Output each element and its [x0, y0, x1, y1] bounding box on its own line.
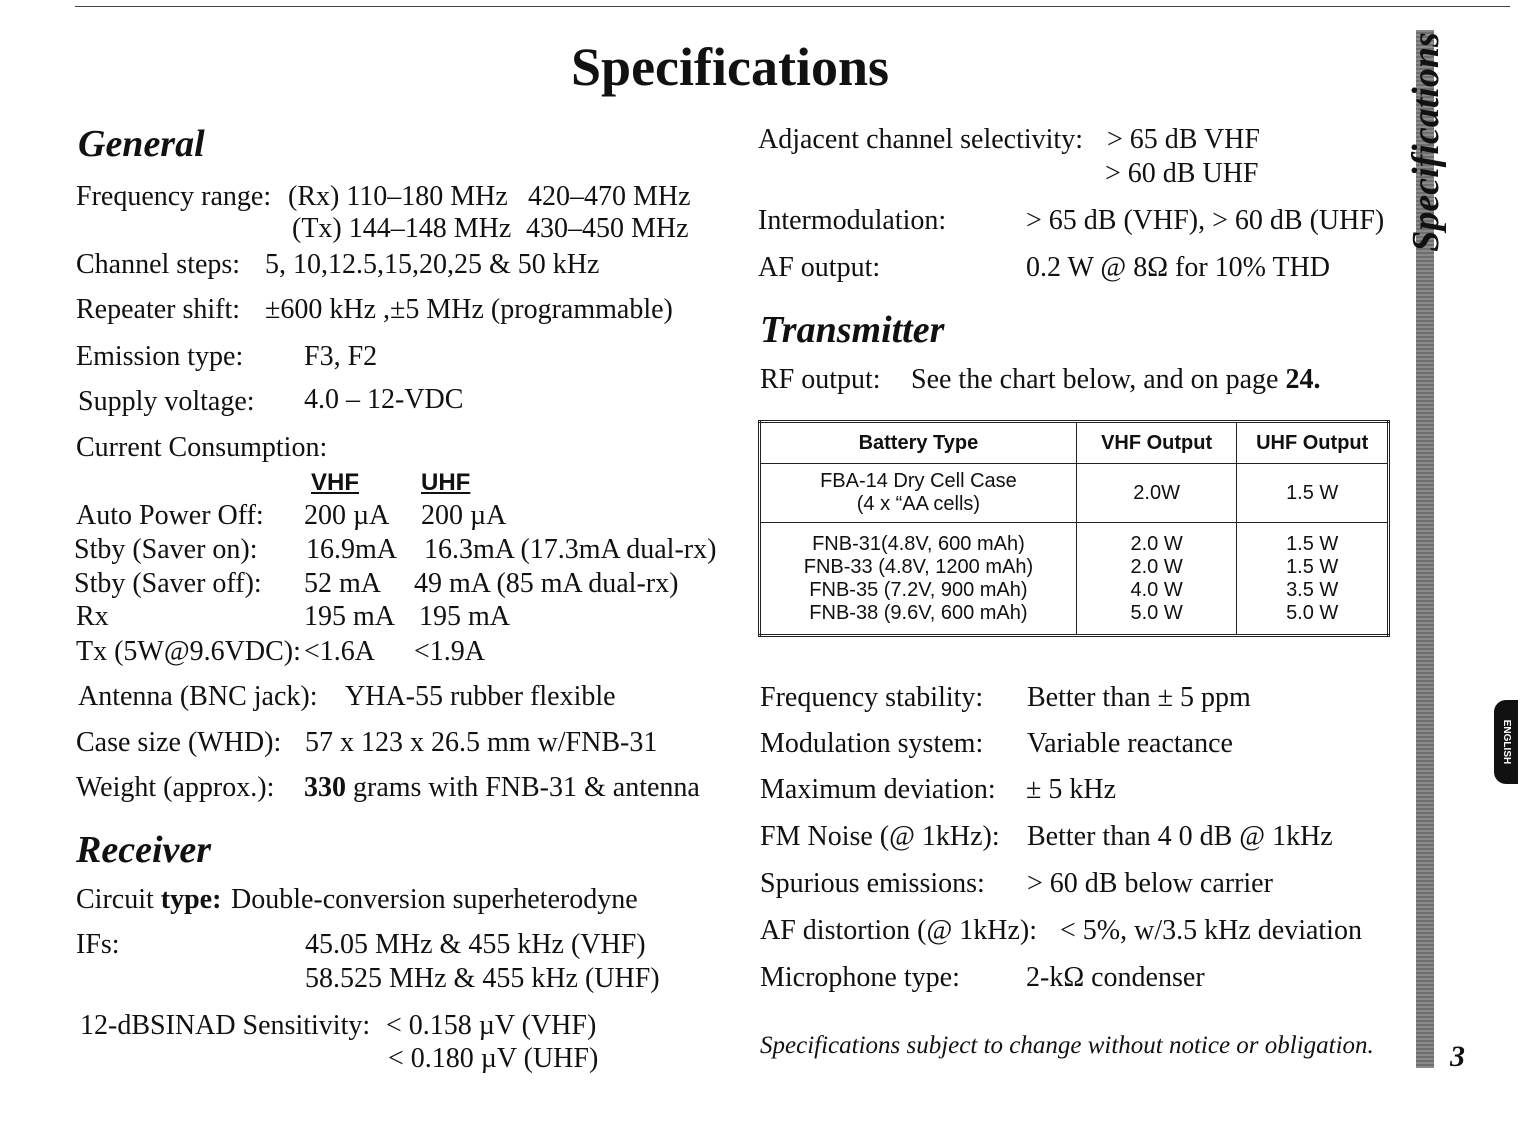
- sensitivity-label: 12-dBSINAD Sensitivity:: [80, 1010, 371, 1041]
- uhf-value: 1.5 W: [1286, 532, 1339, 555]
- weight-grams: 330: [304, 772, 346, 803]
- ifs-label: IFs:: [76, 929, 120, 960]
- table-cell-uhf-list: [1237, 523, 1389, 636]
- page-title: Specifications: [571, 37, 889, 97]
- battery-name: FNB-38 (9.6V, 600 mAh): [809, 601, 1028, 624]
- spec-label: Frequency stability:: [760, 682, 984, 713]
- adjacent-selectivity-label: Adjacent channel selectivity:: [758, 124, 1083, 155]
- uhf-value: 5.0 W: [1286, 601, 1339, 624]
- antenna-label: Antenna (BNC jack):: [78, 681, 318, 712]
- battery-detail: (4 x “AA cells): [856, 493, 981, 515]
- current-row-label: Stby (Saver off):: [74, 568, 262, 599]
- supply-voltage-value: 4.0 – 12-VDC: [304, 384, 464, 415]
- rf-output-label: RF output:: [760, 364, 881, 395]
- emission-type-label: Emission type:: [76, 341, 244, 372]
- sensitivity-uhf: < 0.180 µV (UHF): [388, 1043, 599, 1074]
- ifs-line-vhf: 45.05 MHz & 455 kHz (VHF): [305, 929, 646, 960]
- footnote: Specifications subject to change without notice or obligation.: [760, 1032, 1374, 1059]
- current-row-vhf: 200 µA: [304, 500, 390, 531]
- weight-label: Weight (approx.):: [76, 772, 275, 803]
- battery-name: FNB-31(4.8V, 600 mAh): [812, 532, 1025, 555]
- general-heading: General: [78, 123, 205, 165]
- table-cell-battery-list: [760, 523, 1077, 636]
- receiver-heading: Receiver: [76, 829, 212, 871]
- adjacent-selectivity-uhf: > 60 dB UHF: [1105, 158, 1259, 189]
- table-cell-battery: [760, 464, 1077, 523]
- current-row-label: Stby (Saver on):: [74, 534, 258, 565]
- ifs-line-uhf: 58.525 MHz & 455 kHz (UHF): [305, 963, 660, 994]
- vhf-value: 4.0 W: [1130, 578, 1183, 601]
- current-col-vhf: VHF: [311, 469, 359, 496]
- spec-value: Better than ± 5 ppm: [1027, 682, 1251, 713]
- current-row-vhf: 195 mA: [304, 601, 395, 632]
- table-cell-vhf-list: [1076, 523, 1237, 636]
- rf-output-page-ref: 24.: [1285, 364, 1321, 395]
- table-header-battery-type: Battery Type: [760, 422, 1077, 464]
- antenna-value: YHA-55 rubber flexible: [345, 681, 616, 712]
- vhf-value: 2.0 W: [1130, 532, 1183, 555]
- circuit-type-pre: Circuit: [76, 884, 161, 915]
- repeater-shift-value: ±600 kHz ,±5 MHz (programmable): [265, 294, 673, 325]
- af-output-label: AF output:: [758, 252, 881, 283]
- table-header-row: [760, 422, 1389, 464]
- circuit-type-label: [76, 884, 221, 916]
- repeater-shift-label: Repeater shift:: [76, 294, 241, 325]
- uhf-value: 1.5 W: [1286, 555, 1339, 578]
- battery-name: FNB-35 (7.2V, 900 mAh): [809, 578, 1028, 601]
- table-header-vhf-output: VHF Output: [1076, 422, 1237, 464]
- current-row-label: Rx: [76, 601, 109, 632]
- table-row: [760, 523, 1389, 636]
- emission-type-value: F3, F2: [304, 341, 378, 372]
- supply-voltage-label: Supply voltage:: [78, 386, 255, 417]
- spec-value: Variable reactance: [1027, 728, 1233, 759]
- frequency-range-tx: (Tx) 144–148 MHz: [292, 213, 512, 244]
- current-row-uhf: 49 mA (85 mA dual-rx): [414, 568, 679, 599]
- current-row-label: Auto Power Off:: [76, 500, 264, 531]
- language-tab-label: ENGLISH: [1501, 719, 1512, 765]
- battery-name: FNB-33 (4.8V, 1200 mAh): [803, 555, 1034, 578]
- rf-output-value: [911, 364, 1321, 396]
- spec-label: FM Noise (@ 1kHz):: [760, 821, 1000, 852]
- spec-value: ± 5 kHz: [1026, 774, 1117, 805]
- weight-detail: grams with FNB-31 & antenna: [346, 772, 700, 803]
- adjacent-selectivity-vhf: > 65 dB VHF: [1107, 124, 1260, 155]
- vhf-value: 5.0 W: [1130, 601, 1183, 624]
- rf-output-text: See the chart below, and on page: [911, 364, 1286, 395]
- channel-steps-label: Channel steps:: [76, 249, 241, 280]
- top-rule: [75, 6, 1510, 7]
- sensitivity-vhf: < 0.158 µV (VHF): [386, 1010, 597, 1041]
- spec-value: < 5%, w/3.5 kHz deviation: [1060, 915, 1362, 946]
- intermodulation-label: Intermodulation:: [758, 205, 947, 236]
- spec-label: Maximum deviation:: [760, 774, 996, 805]
- frequency-range-rx-uhf: 420–470 MHz: [528, 181, 691, 212]
- side-tab-title: Specifications: [1405, 32, 1447, 252]
- frequency-range-label: Frequency range:: [76, 181, 272, 212]
- current-consumption-label: Current Consumption:: [76, 432, 328, 463]
- vhf-value: 2.0 W: [1130, 555, 1183, 578]
- battery-name: FBA-14 Dry Cell Case: [820, 470, 1017, 492]
- current-row-uhf: 195 mA: [419, 601, 510, 632]
- table-cell-uhf: 1.5 W: [1237, 464, 1389, 523]
- current-row-vhf: 16.9mA: [306, 534, 397, 565]
- channel-steps-value: 5, 10,12.5,15,20,25 & 50 kHz: [265, 249, 600, 280]
- spec-value: Better than 4 0 dB @ 1kHz: [1027, 821, 1333, 852]
- table-cell-vhf: 2.0W: [1076, 464, 1237, 523]
- current-col-uhf: UHF: [421, 469, 471, 496]
- table-header-uhf-output: UHF Output: [1237, 422, 1389, 464]
- case-size-value: 57 x 123 x 26.5 mm w/FNB-31: [305, 727, 658, 758]
- current-row-vhf: 52 mA: [304, 568, 381, 599]
- table-row: [760, 464, 1389, 523]
- weight-value: [304, 772, 700, 804]
- current-row-vhf: <1.6A: [304, 636, 376, 667]
- page-number: 3: [1450, 1040, 1465, 1073]
- case-size-label: Case size (WHD):: [76, 727, 282, 758]
- frequency-range-rx: (Rx) 110–180 MHz: [288, 181, 508, 212]
- spec-value: 2-kΩ condenser: [1026, 962, 1205, 993]
- circuit-type-value: Double-conversion superheterodyne: [231, 884, 638, 915]
- spec-label: Modulation system:: [760, 728, 984, 759]
- current-row-uhf: 200 µA: [421, 500, 507, 531]
- frequency-range-tx-uhf: 430–450 MHz: [526, 213, 689, 244]
- af-output-value: 0.2 W @ 8Ω for 10% THD: [1026, 252, 1331, 283]
- current-row-uhf: <1.9A: [414, 636, 486, 667]
- spec-label: Microphone type:: [760, 962, 960, 993]
- spec-label: AF distortion (@ 1kHz):: [760, 915, 1037, 946]
- current-row-uhf: 16.3mA (17.3mA dual-rx): [424, 534, 717, 565]
- uhf-value: 3.5 W: [1286, 578, 1339, 601]
- current-row-label: Tx (5W@9.6VDC):: [76, 636, 301, 667]
- circuit-type-bold: type:: [160, 884, 222, 915]
- intermodulation-value: > 65 dB (VHF), > 60 dB (UHF): [1026, 205, 1385, 236]
- transmitter-heading: Transmitter: [760, 309, 945, 351]
- rf-output-table: [758, 420, 1390, 637]
- spec-value: > 60 dB below carrier: [1027, 868, 1273, 899]
- spec-label: Spurious emissions:: [760, 868, 985, 899]
